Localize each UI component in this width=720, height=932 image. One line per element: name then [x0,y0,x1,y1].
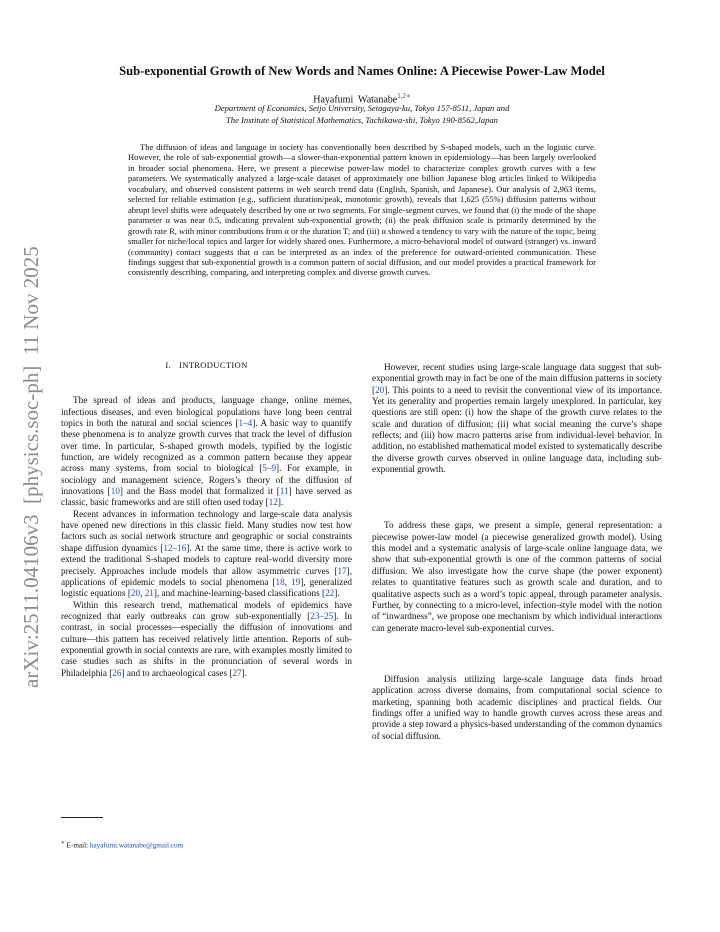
text-run: ]. [277,497,284,508]
intro-paragraph-3 [61,600,352,679]
text-run: ]. In contrast, in social processes—especially the diffusion of innovations and culture—this pattern has received relatively little attention. Reports of sub-exponential growth in social contexts are rare, with examples mostly limited to case studies such as shifts in the pronunciation of several words in Philadelphia [ [61,610,352,678]
text-run: ], and machine-learning-based classifications [ [153,588,326,599]
citation-link[interactable]: 12 [268,497,278,508]
citation-link[interactable]: 22 [325,588,335,599]
intro-paragraph-6: Diffusion analysis utilizing large-scale language data finds broad application across diverse domains, from computational social science to marketing, spanning both academic disciplines and practical fields. Our findings offer a unified way to handle growth curves across these areas and provide a step toward a physics-based understanding of the common dynamics of social diffusion. [372,673,662,741]
citation-link[interactable]: 1–4 [238,418,253,429]
intro-paragraph-5: To address these gaps, we present a simple, general representation: a piecewise power-law model (a piecewise generalized growth model). Using this model and a systematic analysis of large-scale online language data, we show that sub-exponential growth is one of the common patterns of social diffusion. We also investigate how the curve shape (the power exponent) relates to quantitative features such as growth scale and duration, and to qualitative aspects such as a word’s topic appeal, through parameter analysis. Further, by connecting to a micro-level, infection-style model with the notion of “inwardness”, we propose one mechanism by which individual interactions can generate macro-level sub-exponential curves. [372,520,662,633]
citation-link[interactable]: 19 [291,576,301,587]
left-column [61,360,352,679]
text-run: However, recent studies using large-scale language data suggest that sub-exponential growth may in fact be one of the main diffusion patterns in society [ [372,362,662,395]
author-affiliation-marks[interactable]: 1,2∗ [397,92,411,100]
text-run: ]. [241,667,247,678]
affiliation-line: The Institute of Statistical Mathematics, Tachikawa-shi, Tokyo 190-8562,Japan [226,114,498,125]
author-name: Hayafumi Watanabe [313,94,398,106]
text-run: ]. [334,588,340,599]
text-run: , [140,588,145,599]
intro-paragraph-2 [61,509,352,600]
intro-paragraph-4 [372,362,662,475]
section-title: INTRODUCTION [179,360,248,370]
citation-link[interactable]: 26 [112,667,122,678]
citation-link[interactable]: 10 [110,486,120,497]
footnote-label: E-mail: [66,841,89,850]
paper-title: Sub-exponential Growth of New Words and Names Online: A Piecewise Power-Law Model [119,64,605,78]
citation-link[interactable]: 20 [375,384,385,395]
text-run: ]. At the same time, there is active work to extend the traditional S-shaped models to capture real-world diversity more precisely. Approaches include models that allow asymmetric curves [ [61,542,352,576]
email-link[interactable]: hayafumi.watanabe@gmail.com [89,841,184,850]
footnote-divider [61,817,103,818]
citation-link[interactable]: 5–9 [262,463,277,474]
text-run: Within this research trend, mathematical models of epidemics have recognized that early outbreaks can grow sub-exponentially [ [61,599,352,621]
footnote-mark: ∗ [61,840,65,846]
text-run: ] and to archaeological cases [ [121,667,233,678]
text-run: ]. This points to a need to revisit the conventional view of its importance. Yet its generality and properties remain largely unexplored. In particular, key questions are still open: (i) how the shape of the growth curve relates to the scale and duration of diffusion; (ii) what social meaning the curve’s shape reflects; and (iii) how macro patterns arise from individual-level behavior. In addition, no established mathematical model existed to systematically describe the diverse growth curves observed in online language data, including sub-exponential growth. [372,384,662,475]
citation-link[interactable]: 20 [130,588,141,599]
citation-link[interactable]: 27 [232,667,242,678]
text-run: ], generalized logistic equations [ [61,576,352,599]
citation-link[interactable]: 18 [275,576,285,587]
citation-link[interactable]: 21 [144,588,154,599]
citation-link[interactable]: 12–16 [163,542,187,553]
text-run: ] and the Bass model that formalized it [ [119,486,280,497]
paragraph-gap [372,634,662,674]
affiliations [60,103,664,126]
affiliation-line: Department of Economics, Seijo University, Setagaya-ku, Tokyo 157-8511, Japan and [214,103,510,113]
citation-link[interactable]: 17 [337,565,347,576]
arxiv-identifier-text: arXiv:2511.04106v3 [physics.soc-ph] 11 Nov 2025 [19,246,43,688]
text-run: ]. A basic way to quantify these phenomena is to analyze growth curves that track the level of diffusion over time. In particular, S-shaped growth models, typified by the logistic function, are widely recognized as a common pattern because they appear across many systems, from social to biological [ [61,418,352,474]
text-run: ]. For example, in sociology and management science, Rogers’s theory of the diffusion of innovations [ [61,463,352,497]
abstract-text: The diffusion of ideas and language in society has conventionally been described by S-shaped models, such as the logistic curve. However, the role of sub-exponential growth—a slower-than-exponential pattern known in epidemiology—has been largely overlooked in broader social phenomena. Here, we present a piecewise power-law model to characterize complex growth curves with a few parameters. We systematically analyzed a large-scale dataset of approximately one billion Japanese blog articles linked to Wikipedia vocabulary, and observed consistent patterns in web search trend data (English, Spanish, and Japanese). Our analysis of 2,963 items, selected for reliable estimation (e.g., sufficient duration/peak, monotonic growth), reveals that 1,625 (55%) diffusion patterns without abrupt level shifts were adequately described by one or two segments. For single-segment curves, we found that (i) the mode of the shape parameter α was near 0.5, indicating prevalent sub-exponential growth; (ii) the peak diffusion scale is primarily determined by the growth rate R, with minor contributions from α or the duration T; and (iii) α showed a tendency to vary with the nature of the topic, being smaller for niche/local topics and larger for widely shared ones. Furthermore, a micro-behavioral model of outward (stranger) vs. inward (community) contact suggests that α can be interpreted as an index of the preference for outward-oriented communication. These findings suggest that sub-exponential growth is a common pattern of social diffusion, and our model provides a practical framework for consistently describing, comparing, and interpreting complex and diverse growth curves. [128,142,596,278]
text-run: ] have served as classic, basic frameworks and are still often used today [ [61,486,352,508]
footnote [61,839,352,850]
paragraph-gap [372,475,662,520]
right-column [372,362,662,742]
section-number: I. [165,360,172,370]
section-heading [61,360,352,371]
arxiv-identifier-stamp[interactable] [2,214,50,694]
text-run: The spread of ideas and products, language change, online memes, infectious diseases, and even biological populations have long been central topics in both the natural and social sciences [ [61,395,352,429]
citation-link[interactable]: 23–25 [310,610,334,621]
text-run: , [284,576,292,587]
abstract [128,142,596,278]
text-run: ], applications of epidemic models to social phenomena [ [61,565,352,587]
text-run: Recent advances in information technology and large-scale data analysis have opened new directions in this classic field. Many studies now test how factors such as social network structure and geographic or social constraints shape diffusion dynamics [ [61,508,352,553]
intro-paragraph-1 [61,395,352,508]
citation-link[interactable]: 11 [279,486,289,497]
